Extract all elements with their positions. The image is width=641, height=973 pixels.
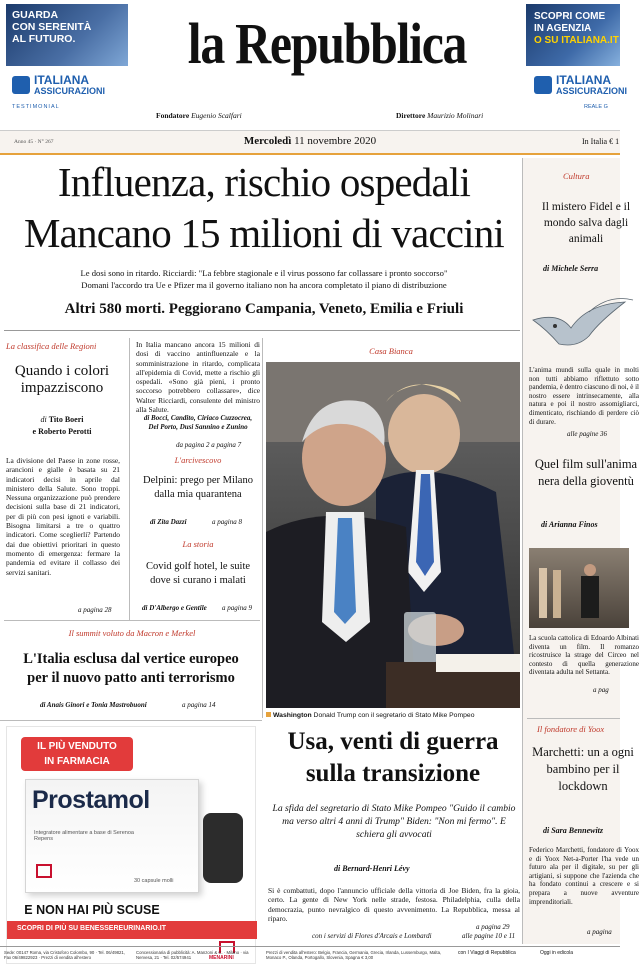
right-column xyxy=(523,158,639,944)
right-ad-line3: O SU ITALIANA.IT xyxy=(534,35,619,46)
footer-col-5[interactable]: Oggi in edicola xyxy=(540,950,574,956)
usa-ref-1[interactable]: a pagina 29 xyxy=(476,923,510,931)
photo-caption xyxy=(266,712,520,719)
europa-title-2[interactable]: per il nuovo patto anti terrorismo xyxy=(27,670,235,686)
europa-byline: di Anais Ginori e Tonia Mastrobuoni xyxy=(40,701,147,709)
lead-summary-2: Domani l'accordo tra Ue e Pfizer ma il governo italiano non ha ancora completato il piano di distribuzione xyxy=(81,280,447,290)
dateline-date xyxy=(0,135,620,147)
fondatore-top-rule xyxy=(527,718,620,719)
product-caps: 30 capsule molli xyxy=(134,878,174,884)
arcivescovo-title[interactable]: Delpini: prego per Milano dalla mia quarantena xyxy=(143,475,253,500)
left-ad-line2: CON SERENITÀ xyxy=(12,21,92,33)
right-ad-tag: REALE G xyxy=(584,104,608,110)
europa-title-1[interactable]: L'Italia esclusa dal vertice europeo xyxy=(23,651,239,667)
storia-byline: di D'Albergo e Gentile xyxy=(142,604,207,612)
col1-divider xyxy=(129,338,130,620)
vaccini-authors: di Bocci, Candito, Ciriaco Cuzzocrea, Del Porto, Dusi Sannino e Zunino xyxy=(143,414,253,431)
film-still xyxy=(529,548,629,628)
ad-badge xyxy=(21,737,133,771)
left-ad-brand1: ITALIANA xyxy=(34,73,90,87)
usa-ref-2[interactable]: alle pagine 10 e 11 xyxy=(462,932,516,940)
caption-square-icon xyxy=(266,712,271,717)
arcivescovo-byline: di Zita Dazzi xyxy=(150,518,187,526)
vaccini-ref[interactable]: da pagina 2 a pagina 7 xyxy=(176,441,242,449)
regioni-author-1: Tito Boeri xyxy=(48,415,84,424)
founder-name: Eugenio Scalfari xyxy=(191,111,242,120)
right-ad-line2: IN AGENZIA xyxy=(534,23,592,34)
capsule-bottle xyxy=(203,813,243,883)
cultura-kicker: Cultura xyxy=(563,171,590,181)
cultura-body: L'anima mundi sulla quale in molti non tutti abbiamo riflettuto sotto pandemia, è dentro ciascuno di noi, è il nostro essere intrinsecamente, alla natura e poi il nostro assomigliarci, dimenticato, rischiando di perdere ciò di durare. xyxy=(529,366,639,426)
dateline-bottom-rule xyxy=(0,153,620,155)
prostamol-ad[interactable] xyxy=(6,726,256,964)
usa-body: Si è combattuti, dopo l'annuncio ufficiale della vittoria di Joe Biden, fra la gioia, certo. La gente di New York nelle strade, festosa. Philadelphia, culla della democrazia, punto nevralgico di questo avvenimento. La Repubblica, messa al riparo. xyxy=(268,886,520,923)
footer-col-1: Sede: 00147 Roma, via Cristoforo Colombo, 90 · Tel. 06/49821, Fax 06/49822923 · Prezzi di vendita all'estero xyxy=(4,950,126,961)
usa-title-1[interactable]: Usa, venti di guerra xyxy=(287,728,499,755)
europa-kicker: Il summit voluto da Macron e Merkel xyxy=(68,628,196,638)
left-ad-line1: GUARDA xyxy=(12,9,59,21)
arcivescovo-kicker: L'arcivescovo xyxy=(174,455,222,465)
left-ad-brand2: ASSICURAZIONI xyxy=(34,86,106,96)
ad-badge-1: IL PIÙ VENDUTO xyxy=(37,741,117,752)
lead-photo[interactable] xyxy=(266,362,520,708)
fondatore-title[interactable]: Marchetti: un a ogni bambino per il lockdown xyxy=(532,745,634,793)
product-box xyxy=(25,779,199,893)
film-photo xyxy=(529,548,629,628)
film-body: La scuola cattolica di Edoardo Albinati diventa un film. Il romanzo ricostruisce la strage del Circeo nel contesto di quella generazione diventata adulta nel Settanta. xyxy=(529,634,639,677)
lead-summary-1: Le dosi sono in ritardo. Ricciardi: "La febbre stagionale e il virus possono far collassare i pronto soccorso" xyxy=(80,268,448,278)
regioni-title[interactable]: Quando i colori impazziscono xyxy=(14,363,110,396)
italiana-logo-icon xyxy=(534,76,552,94)
lead-bottom-rule xyxy=(4,330,520,331)
footer-col-3: Prezzi di vendita all'estero: Belgio, Francia, Germania, Grecia, Irlanda, Lussemburgo, Malta, Monaco P., Olanda, Portogallo, Slovenia, Spagna € 3,00 xyxy=(266,950,442,961)
left-ad-tag: TESTIMONIAL xyxy=(12,104,60,110)
left-ad-logo xyxy=(12,74,124,102)
bird-icon xyxy=(529,282,639,358)
menarini-small-icon xyxy=(36,864,52,878)
col2-divider xyxy=(262,338,263,718)
ad-web[interactable]: SCOPRI DI PIÙ SU BENESSEREURINARIO.IT xyxy=(17,925,166,932)
arcivescovo-ref[interactable]: a pagina 8 xyxy=(212,518,242,526)
photo-kicker: Casa Bianca xyxy=(369,346,413,356)
fondatore-kicker: Il fondatore di Yoox xyxy=(537,724,605,734)
footer-rule xyxy=(0,946,620,947)
regioni-author-2: e Roberto Perotti xyxy=(32,427,92,436)
founder-line xyxy=(156,111,242,121)
right-ad-box[interactable] xyxy=(524,0,628,128)
regioni-ref[interactable]: a pagina 28 xyxy=(78,606,112,614)
price: In Italia € 1 xyxy=(582,137,620,146)
lead-headline-1[interactable]: Influenza, rischio ospedali xyxy=(57,159,471,205)
regioni-kicker: La classifica delle Regioni xyxy=(6,341,97,351)
masthead-title[interactable]: la Repubblica xyxy=(187,11,467,76)
regioni-byline-di: di xyxy=(40,415,47,424)
usa-title-2[interactable]: sulla transizione xyxy=(305,760,481,787)
date-text: 11 novembre 2020 xyxy=(294,135,377,147)
ad-slogan: E NON HAI PIÙ SCUSE xyxy=(24,903,160,917)
lead-subhead[interactable]: Altri 580 morti. Peggiorano Campania, Veneto, Emilia e Friuli xyxy=(64,301,464,317)
left-ad-box[interactable] xyxy=(0,0,130,128)
director-name: Maurizio Molinari xyxy=(427,111,484,120)
vaccini-body: In Italia mancano ancora 15 milioni di dosi di vaccino antinfluenzale e la somministrazione in ritardo, complicata all'epidemia di Covid, mette a rischio gli ospedali. «Sono già pieni, i pronto soccorso potrebbero collassare», dice Walter Ricciardi, consulente del ministro alla Salute. xyxy=(136,340,260,415)
fondatore-ref[interactable]: a pagina xyxy=(587,928,612,936)
ad-top-rule xyxy=(0,720,262,721)
europa-ref[interactable]: a pagina 14 xyxy=(182,701,216,709)
right-ad-line1: SCOPRI COME xyxy=(534,11,606,22)
product-name: Prostamol xyxy=(32,786,150,814)
film-ref[interactable]: a pag xyxy=(593,686,609,694)
cultura-byline: di Michele Serra xyxy=(543,264,599,273)
right-ad-brand2: ASSICURAZIONI xyxy=(556,86,628,96)
cultura-illustration xyxy=(529,282,639,358)
storia-kicker: La storia xyxy=(182,539,214,549)
caption-text: Donald Trump con il segretario di Stato Mike Pompeo xyxy=(313,712,475,719)
cultura-title[interactable]: Il mistero Fidel e il mondo salva dagli animali xyxy=(541,201,631,245)
italiana-logo-icon xyxy=(12,76,30,94)
regioni-byline xyxy=(6,414,118,438)
ad-maker: MENARINI xyxy=(209,955,234,961)
date-day: Mercoledì xyxy=(243,135,292,147)
director-line xyxy=(396,111,483,121)
footer-col-2: Concessionaria di pubblicità: A. Manzoni & C. · Milano · via Nervesa, 21 · Tel. 02/574941 xyxy=(136,950,249,961)
right-ad-logo xyxy=(534,73,628,102)
storia-ref[interactable]: a pagina 9 xyxy=(222,604,252,612)
footer-col-4[interactable]: con I Viaggi di Repubblica xyxy=(458,950,516,956)
film-byline: di Arianna Finos xyxy=(541,520,598,529)
lead-headline-2[interactable]: Mancano 15 milioni di vaccini xyxy=(23,210,505,256)
storia-title[interactable]: Covid golf hotel, le suite dove si curano i malati xyxy=(145,561,251,586)
fondatore-byline: di Sara Bennewitz xyxy=(543,826,604,835)
right-ad-brand1: ITALIANA xyxy=(556,73,612,87)
film-title[interactable]: Quel film sull'anima nera della gioventù xyxy=(534,457,638,488)
left-ad-line3: AL FUTURO. xyxy=(12,33,76,45)
usa-servizi: con i servizi di Flores d'Arcais e Lombardi xyxy=(312,932,432,940)
cultura-ref[interactable]: alle pagine 36 xyxy=(567,430,608,438)
usa-summary: La sfida del segretario di Stato Mike Pompeo "Guido il cambio ma verso altri 4 anni di Trump" Biden: "Non mi fermo". E schiera gli avvocati xyxy=(272,803,516,840)
photo-pompeo-trump xyxy=(266,362,520,708)
fondatore-body: Federico Marchetti, fondatore di Yoox e di Yoox Net-a-Porter l'ha vede un futuro ala per il digitale, su per gli artigiani, si suppone che l'azienda che ha fondato continui a crescere e si prepara a nuove avventure imprenditoriali. xyxy=(529,846,639,906)
director-label: Direttore xyxy=(396,111,426,120)
caption-place: Washington xyxy=(273,712,312,719)
europa-top-rule xyxy=(4,620,260,621)
product-sub: Integratore alimentare a base di Serenoa Repens xyxy=(34,830,134,842)
ad-badge-2: IN FARMACIA xyxy=(44,756,110,767)
issue-number: Anno 45 · N° 267 xyxy=(14,139,54,145)
founder-label: Fondatore xyxy=(156,111,190,120)
regioni-body: La divisione del Paese in zone rosse, arancioni e gialle è basata su 21 indicatori decisi in aprile dal ministero della Salute. Sono troppi. Nessuna organizzazione può prendere decisioni sulla base di 21 indicatori, per di più con pesi ignoti e variabili. Bisogna limitarsi a tre o quattro indicatori. Come sceglierli? Partendo dai due obiettivi prioritari in questo momento di emergenza: fermare la pandemia ed evitare il collasso dei servizi sanitari. xyxy=(6,456,120,577)
usa-byline: di Bernard-Henri Lévy xyxy=(334,864,410,873)
